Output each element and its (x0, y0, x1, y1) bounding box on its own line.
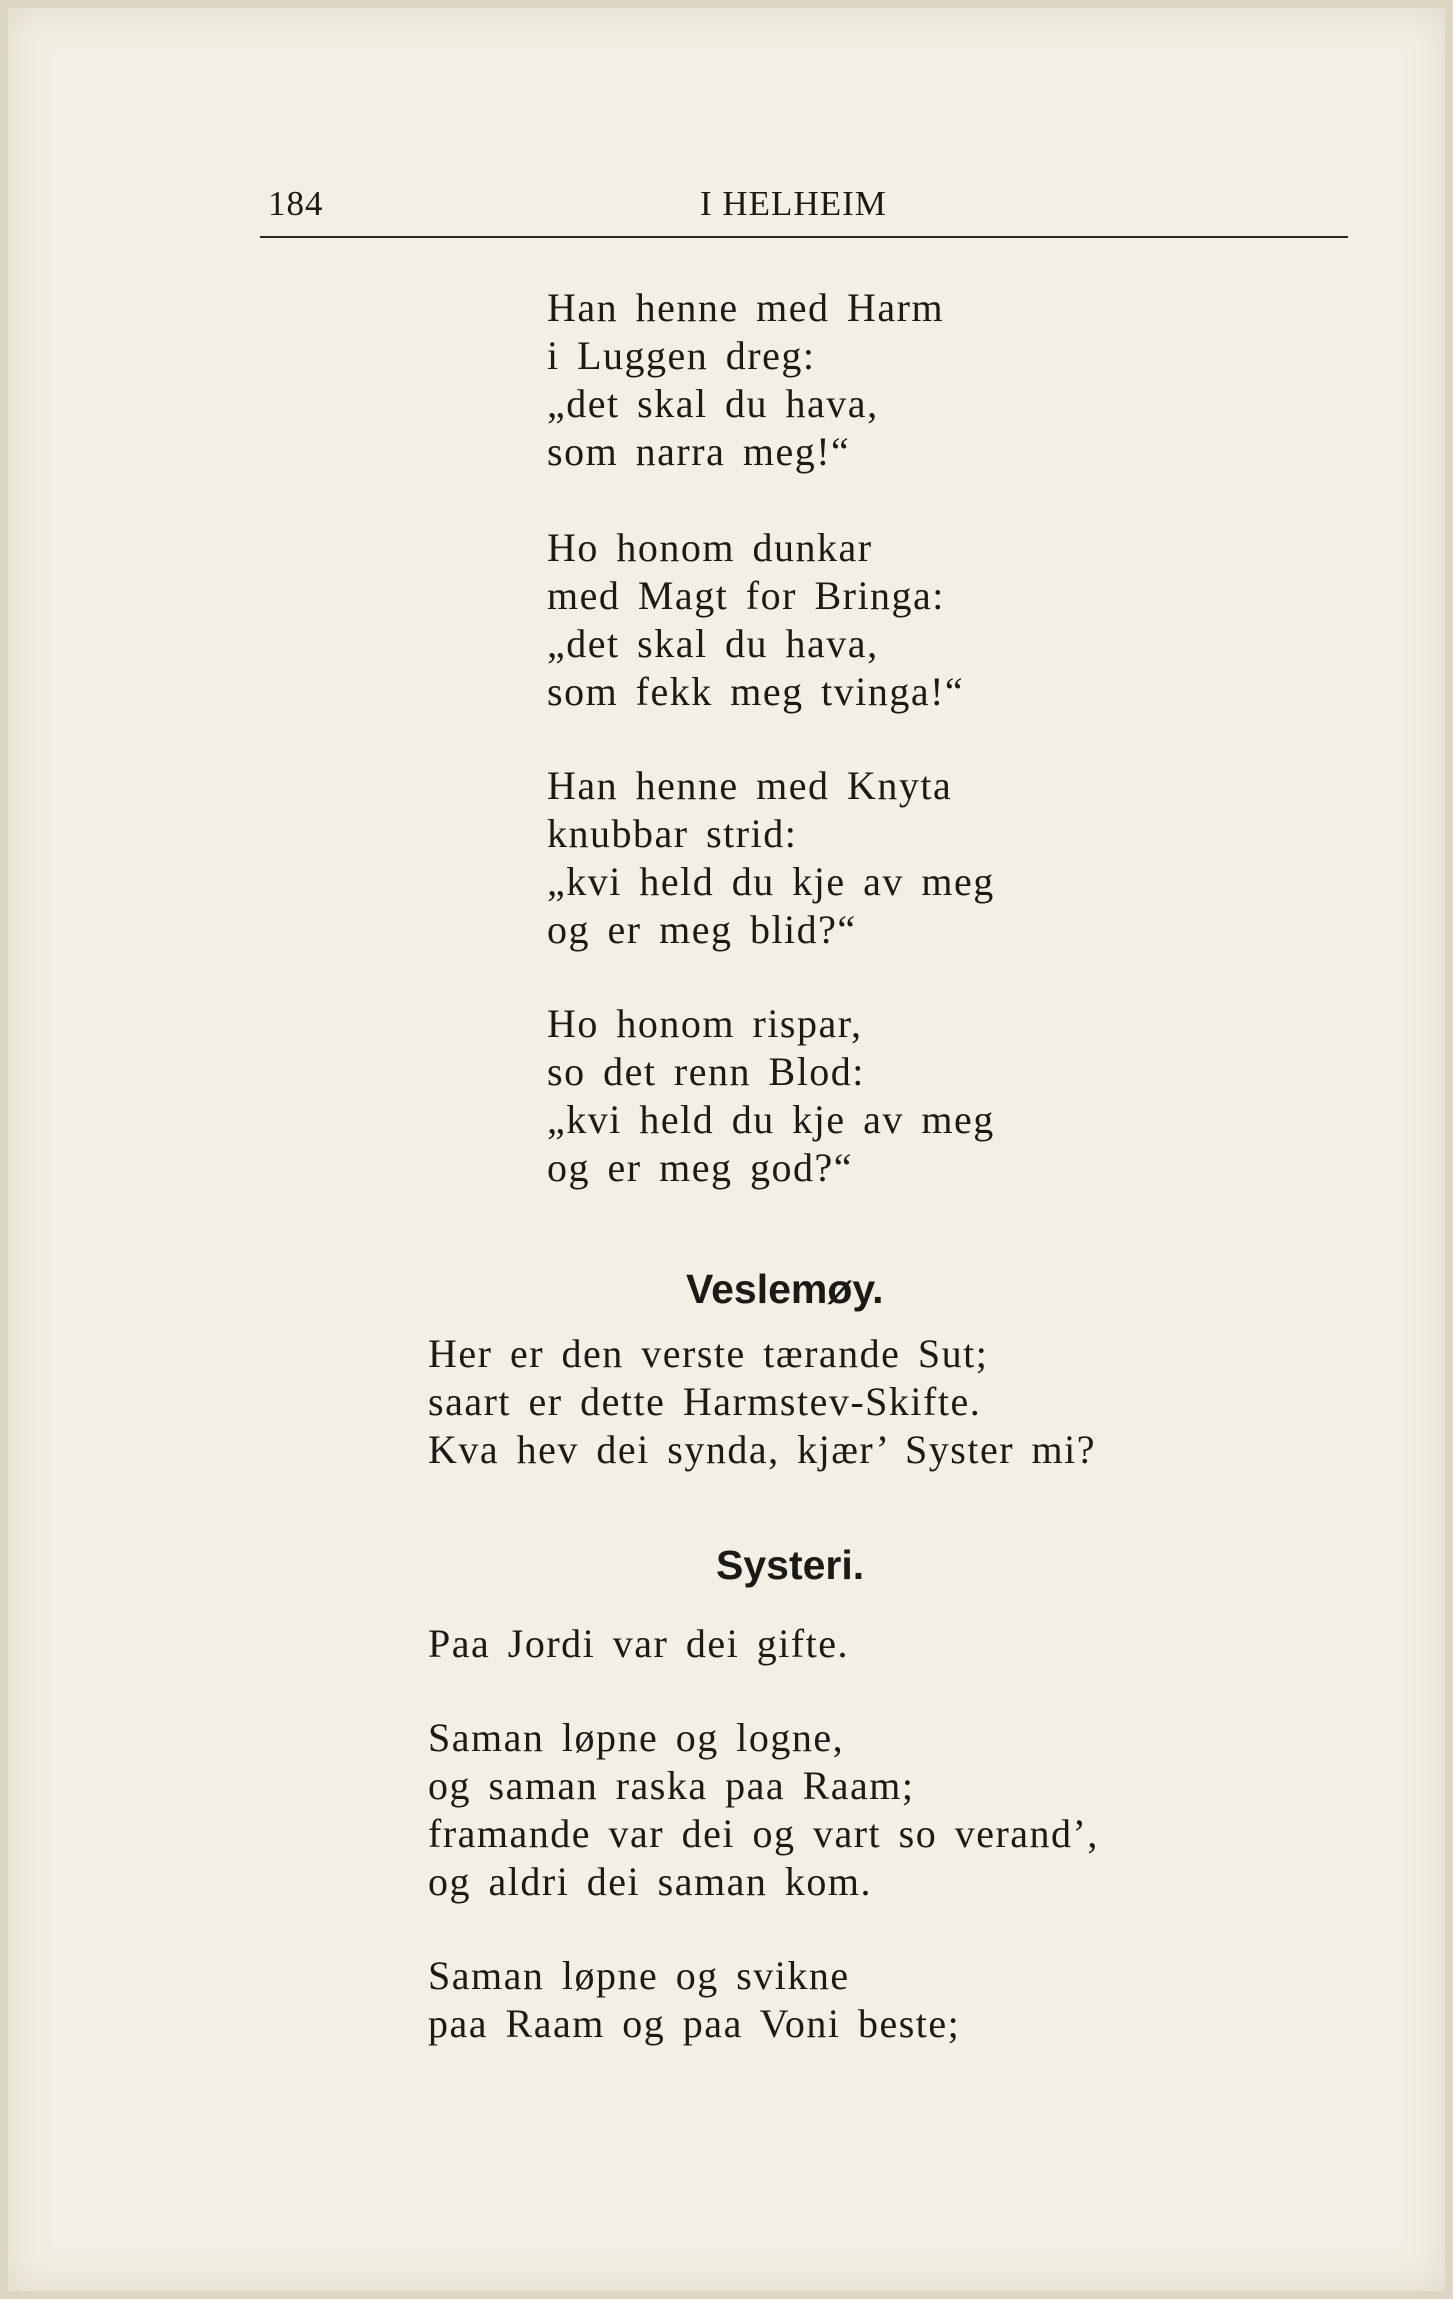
verse-line: framande var dei og vart so verand’, (428, 1811, 1099, 1856)
verse-line: „kvi held du kje av meg (547, 859, 995, 904)
verse-line: „det skal du hava, (547, 621, 879, 666)
verse-line: som narra meg!“ (547, 429, 851, 474)
running-header (260, 184, 1348, 238)
verse-line: Saman løpne og logne, (428, 1715, 845, 1760)
verse-line: Saman løpne og svikne (428, 1953, 850, 1998)
verse-line: Ho honom dunkar (547, 525, 873, 570)
verse-line: i Luggen dreg: (547, 333, 816, 378)
book-page (8, 8, 1445, 2291)
verse-line: og er meg blid?“ (547, 907, 857, 952)
speaker-heading: Systeri. (716, 1542, 865, 1588)
page-number: 184 (268, 184, 324, 223)
verse-line: „kvi held du kje av meg (547, 1097, 995, 1142)
verse-line: paa Raam og paa Voni beste; (428, 2001, 961, 2046)
verse-line: knubbar strid: (547, 811, 798, 856)
running-title: I HELHEIM (700, 184, 887, 223)
verse-line: Kva hev dei synda, kjær’ Syster mi? (428, 1427, 1097, 1472)
verse-line: Her er den verste tærande Sut; (428, 1331, 989, 1376)
verse-line: so det renn Blod: (547, 1049, 865, 1094)
verse-line: Han henne med Knyta (547, 763, 953, 808)
verse-line: og saman raska paa Raam; (428, 1763, 915, 1808)
verse-line: og er meg god?“ (547, 1145, 853, 1190)
verse-line: Ho honom rispar, (547, 1001, 863, 1046)
verse-line: Han henne med Harm (547, 285, 945, 330)
verse-line: „det skal du hava, (547, 381, 879, 426)
verse-line: som fekk meg tvinga!“ (547, 669, 965, 714)
speaker-heading: Veslemøy. (686, 1266, 884, 1312)
verse-line: med Magt for Bringa: (547, 573, 945, 618)
verse-line: og aldri dei saman kom. (428, 1859, 872, 1904)
verse-line: saart er dette Harmstev-Skifte. (428, 1379, 982, 1424)
verse-line: Paa Jordi var dei gifte. (428, 1621, 849, 1666)
